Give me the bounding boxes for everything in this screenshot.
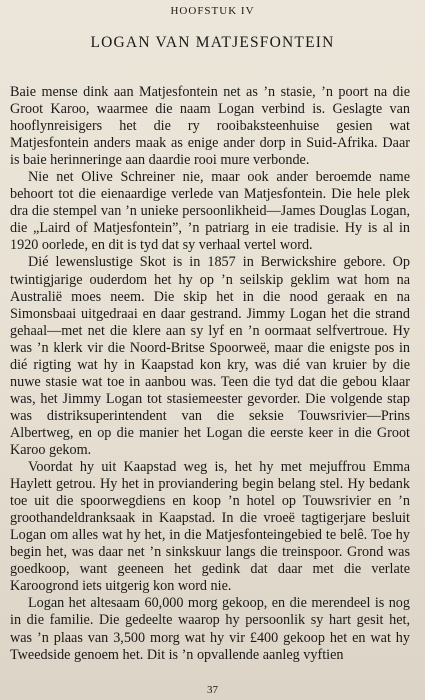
paragraph-2: Nie net Olive Schreiner nie, maar ook ander beroemde name behoort tot die eienaardige verlede van Matjesfontein. Die hele plek dra die stempel van ’n unieke persoonlikheid—James Douglas Logan, die „Laird of Matjesfontein”, ’n patriarg in eie tradisie. Hy is al in 1920 oorlede, en dit is tyd dat sy verhaal vertel word. [10,169,410,254]
paragraph-5: Logan het altesaam 60,000 morg gekoop, en die merendeel is nog in die familie. Die gedeelte waarop hy persoonlik sy hart gesit het, was ’n plaas van 3,500 morg wat hy vir £400 gekoop het en wat hy Tweedside genoem het. Dit is ’n opvallende aanleg vyftien [10,595,410,663]
body-text [10,84,410,664]
paragraph-4: Voordat hy uit Kaapstad weg is, het hy met mejuffrou Emma Haylett getrou. Hy het in proviandering begin belang stel. Hy bedank toe uit die spoorwegdiens en koop ’n hotel op Touwsrivier en ’n groothandeldranksaak in Kaapstad. In die vroeë tagtigerjare besluit Logan om alles wat hy het, in die Matjesfonteingebied te belê. Toe hy begin het, was daar net ’n sinkskuur langs die treinspoor. Grond was goedkoop, want geeneen het gedink dat daar met die verlate Karoogrond iets uitgerig kon word nie. [10,459,410,595]
paragraph-1: Baie mense dink aan Matjesfontein net as ’n stasie, ’n poort na die Groot Karoo, waarmee die naam Logan verbind is. Geslagte van hooflynreisigers het die ry rooibaksteenhuise gesien wat Matjesfontein anders maak as enige ander dorp in Suid-Afrika. Daar is baie herinneringe aan daardie rooi mure verbonde. [10,84,410,169]
page-number: 37 [207,684,218,696]
paragraph-3: Dié lewenslustige Skot is in 1857 in Berwickshire gebore. Op twintigjarige ouderdom het hy op ’n seilskip geklim wat hom na Australië moes neem. Die skip het in die nood geraak en na Simonsbaai uitgedraai en daar gestrand. Jimmy Logan het die strand gehaal—met net die klere aan sy lyf en ’n oormaat selfvertroue. Hy was ’n klerk vir die Noord-Britse Spoorweë, maar die enigste pos in dié rigting wat hy in Kaapstad kon kry, was dié van kruier by die nuwe stasie wat toe in aanbou was. Teen die tyd dat die gebou klaar was, het Jimmy Logan tot stasiemeester gevorder. Die volgende stap was distriksuperintendent van die seksie Touwsrivier—Prins Albertweg, en op die manier het Logan die eerste keer in die Groot Karoo gekom. [10,254,410,458]
chapter-title: LOGAN VAN MATJESFONTEIN [90,34,335,51]
chapter-heading: HOOFSTUK IV [170,5,255,17]
